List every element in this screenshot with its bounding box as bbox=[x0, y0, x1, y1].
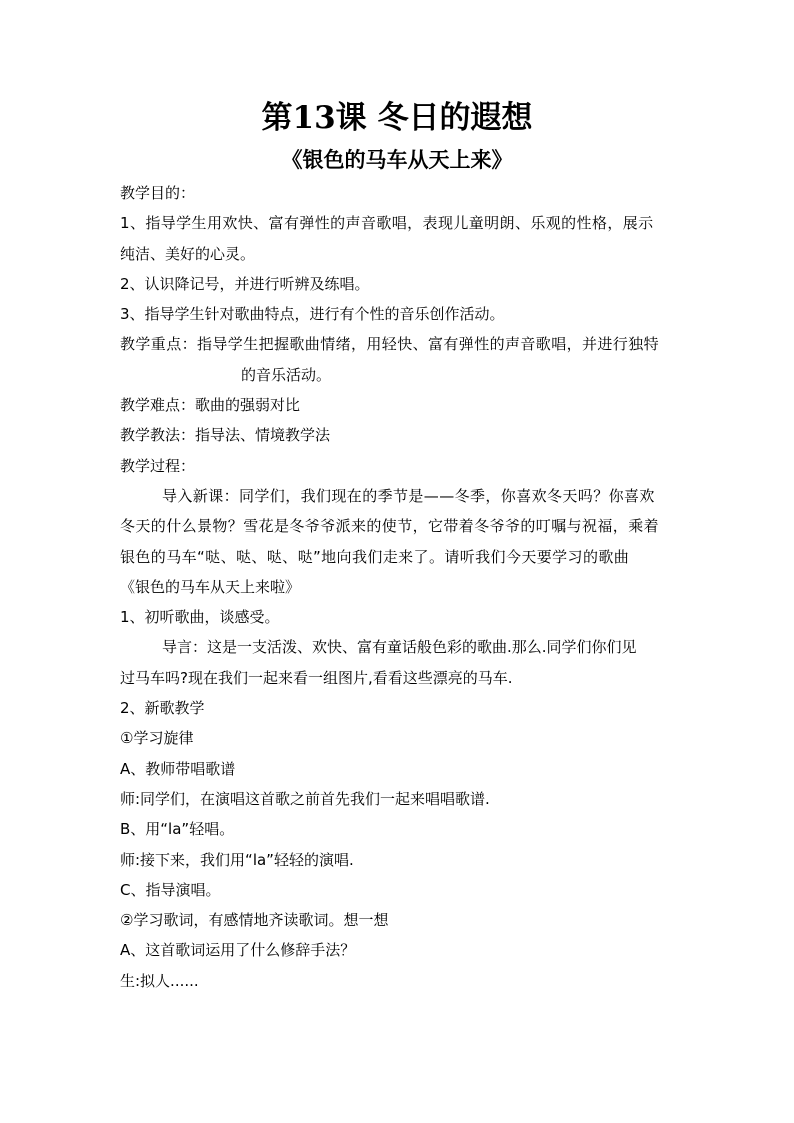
body-line: 教学难点：歌曲的强弱对比 bbox=[120, 396, 301, 415]
lesson-body bbox=[120, 178, 680, 996]
body-line: ①学习旋律 bbox=[120, 729, 194, 748]
body-line: 冬天的什么景物？雪花是冬爷爷派来的使节，它带着冬爷爷的叮嘱与祝福，乘着 bbox=[120, 517, 660, 536]
body-line: ②学习歌词，有感情地齐读歌词。想一想 bbox=[120, 911, 389, 930]
body-line: 导入新课：同学们，我们现在的季节是——冬季，你喜欢冬天吗？你喜欢 bbox=[162, 486, 655, 505]
body-line: 师:接下来，我们用“la”轻轻的演唱. bbox=[120, 850, 354, 869]
body-line: C、指导演唱。 bbox=[120, 880, 221, 899]
body-line: 2、认识降记号，并进行听辨及练唱。 bbox=[120, 274, 370, 293]
body-line: 师:同学们，在演唱这首歌之前首先我们一起来唱唱歌谱. bbox=[120, 789, 490, 808]
body-line: 1、指导学生用欢快、富有弹性的声音歌唱，表现儿童明朗、乐观的性格，展示 bbox=[120, 214, 654, 233]
body-line: A、教师带唱歌谱 bbox=[120, 759, 236, 778]
body-line: 《银色的马车从天上来啦》 bbox=[120, 577, 301, 596]
body-line: B、用“la”轻唱。 bbox=[120, 820, 235, 839]
body-line: 的音乐活动。 bbox=[241, 365, 332, 384]
body-line: 教学目的： bbox=[120, 184, 196, 202]
body-line: 2、新歌教学 bbox=[120, 699, 205, 718]
body-line: 导言：这是一支活泼、欢快、富有童话般色彩的歌曲.那么.同学们你们见 bbox=[162, 638, 637, 657]
body-line: 教学重点：指导学生把握歌曲情绪，用轻快、富有弹性的声音歌唱，并进行独特 bbox=[120, 335, 660, 354]
lesson-title: 第13课 冬日的遐想 bbox=[261, 100, 533, 136]
body-line: 1、初听歌曲，谈感受。 bbox=[120, 608, 280, 627]
body-line: 3、指导学生针对歌曲特点，进行有个性的音乐创作活动。 bbox=[120, 305, 505, 324]
body-line: A、这首歌词运用了什么修辞手法？ bbox=[120, 941, 356, 960]
body-line: 银色的马车“哒、哒、哒、哒”地向我们走来了。请听我们今天要学习的歌曲 bbox=[120, 547, 630, 566]
body-line: 教学过程： bbox=[120, 456, 196, 475]
body-line: 教学教法：指导法、情境教学法 bbox=[120, 426, 331, 445]
body-line: 纯洁、美好的心灵。 bbox=[120, 244, 256, 263]
song-title: 《银色的马车从天上来》 bbox=[281, 147, 513, 172]
body-line: 过马车吗?现在我们一起来看一组图片,看看这些漂亮的马车. bbox=[120, 668, 513, 687]
body-line: 生:拟人...... bbox=[120, 971, 199, 990]
